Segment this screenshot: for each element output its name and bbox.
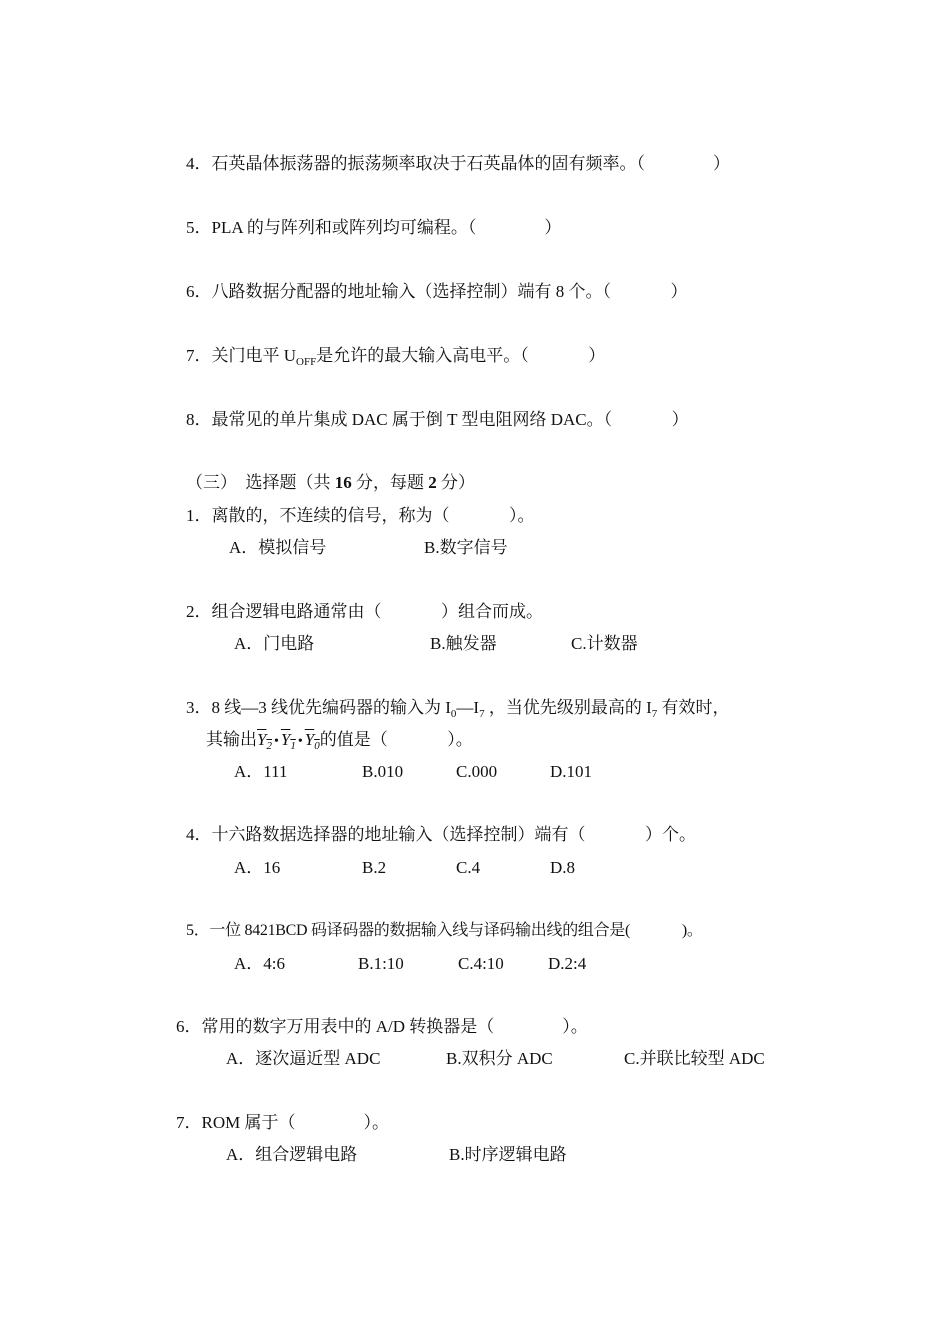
mc-q3-dot-2: • — [297, 734, 303, 749]
mc-q4-option-b: B.2 — [362, 858, 387, 877]
mc-q3-text-c: ，当优先级别最高的 I — [484, 698, 652, 717]
mc-q2-option-a: A．门电路 — [234, 634, 315, 653]
mc-q6-option-a: A．逐次逼近型 ADC — [226, 1049, 381, 1068]
mc-q3-sub-7b: 7 — [651, 708, 658, 720]
mc-q3-text-a: 3．8 线—3 线优先编码器的输入为 I — [186, 698, 451, 717]
mc-q7-option-b: B.时序逻辑电路 — [449, 1145, 567, 1164]
mc-question-7: 7．ROM 属于（ ）。 — [176, 1113, 389, 1132]
mc-q5-option-c: C.4:10 — [458, 954, 504, 973]
mc-q3-sub-0: 0 — [450, 708, 457, 720]
mc-q4-option-a: A．16 — [234, 858, 281, 877]
mc-q3-option-a: A．111 — [234, 762, 288, 781]
mc-q4-option-d: D.8 — [550, 858, 576, 877]
section-suffix: 分） — [436, 473, 475, 492]
section-mid: 分，每题 — [351, 473, 429, 492]
section-total-points: 16 — [334, 473, 352, 492]
mc-q4-option-c: C.4 — [456, 858, 481, 877]
tf-question-4: 4．石英晶体振荡器的振荡频率取决于石英晶体的固有频率。（ ） — [186, 154, 730, 173]
tf-q7-text-b: 是允许的最大输入高电平。（ ） — [316, 346, 606, 365]
mc-question-3 — [186, 697, 730, 719]
mc-question-6: 6．常用的数字万用表中的 A/D 转换器是（ ）。 — [176, 1017, 588, 1036]
mc-q3-option-d: D.101 — [550, 762, 593, 781]
mc-q2-option-c: C.计数器 — [571, 634, 638, 653]
section-prefix: （三） 选择题（共 — [186, 473, 335, 492]
mc-q3-sub-7: 7 — [479, 708, 485, 720]
mc-q6-option-c: C.并联比较型 ADC — [624, 1049, 765, 1068]
mc-q3-option-c: C.000 — [456, 762, 498, 781]
mc-question-3-line-2 — [206, 729, 473, 751]
tf-question-7 — [186, 345, 605, 367]
mc-q2-option-b: B.触发器 — [430, 634, 497, 653]
mc-q3-line2-b: 的值是（ ）。 — [319, 730, 473, 749]
mc-question-4: 4．十六路数据选择器的地址输入（选择控制）端有（ ）个。 — [186, 825, 696, 844]
mc-question-1: 1．离散的，不连续的信号，称为（ ）。 — [186, 506, 535, 525]
mc-q1-option-b: B.数字信号 — [424, 538, 508, 557]
section-each-points: 2 — [428, 473, 437, 492]
mc-q3-text-b: —I — [456, 698, 480, 717]
mc-q1-option-a: A．模拟信号 — [229, 538, 327, 557]
mc-question-2: 2．组合逻辑电路通常由（ ）组合而成。 — [186, 602, 543, 621]
mc-q6-option-b: B.双积分 ADC — [446, 1049, 553, 1068]
mc-q3-option-b: B.010 — [362, 762, 404, 781]
mc-q3-y1: $Y_1$ — [280, 730, 296, 752]
mc-q3-line2-a: 其输出 — [206, 730, 257, 749]
mc-question-5: 5．一位 8421BCD 码译码器的数据输入线与译码输出线的组合是( )。 — [186, 922, 703, 939]
mc-q3-y0: $Y_0$ — [304, 730, 320, 752]
tf-question-8: 8．最常见的单片集成 DAC 属于倒 T 型电阻网络 DAC。（ ） — [186, 410, 689, 429]
mc-q7-option-a: A．组合逻辑电路 — [226, 1145, 358, 1164]
tf-question-6: 6．八路数据分配器的地址输入（选择控制）端有 8 个。（ ） — [186, 282, 688, 301]
mc-q3-dot-1: • — [273, 734, 279, 749]
mc-q5-option-b: B.1:10 — [358, 954, 404, 973]
section-heading — [186, 472, 475, 494]
mc-q5-option-a: A．4:6 — [234, 954, 285, 973]
tf-q7-subscript: OFF — [296, 356, 317, 368]
tf-q7-text-a: 7．关门电平 U — [186, 346, 297, 365]
mc-q3-y2: $Y_2$ — [257, 730, 272, 752]
mc-q5-option-d: D.2:4 — [548, 954, 587, 973]
mc-q3-text-d: 有效时， — [657, 698, 730, 717]
tf-question-5: 5．PLA 的与阵列和或阵列均可编程。（ ） — [186, 218, 562, 237]
